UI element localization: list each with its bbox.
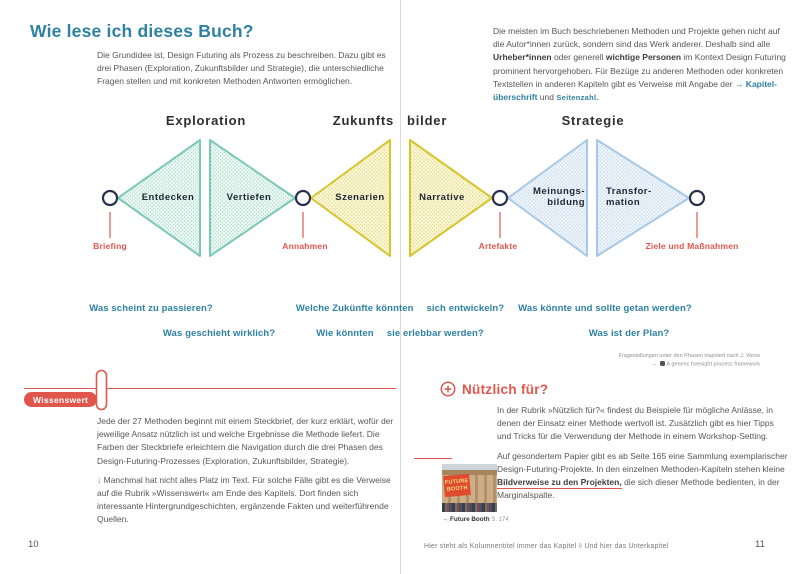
- phase-heading-bilder: bilder: [407, 113, 448, 128]
- credit-line-2: [530, 361, 760, 369]
- segment-label-narrative: Narrative: [419, 192, 465, 203]
- nuetzlich-paragraph-2-text1: Auf gesondertem Papier gibt es ab Seite 165 eine Sammlung exemplarischer Design-Futuring-Projekte. In den einzelnen Methoden-Kapiteln stehen kleine: [497, 450, 788, 474]
- future-booth-banner: [443, 474, 471, 497]
- segment-label-meinungsbildung: [485, 186, 585, 208]
- page-number-left: 10: [28, 539, 39, 550]
- question-exploration-2: Was geschieht wirklich?: [162, 328, 276, 339]
- segment-label-meinungs-line1: Meinungs-: [533, 186, 585, 197]
- page-gutter-line: [400, 0, 401, 574]
- phase-heading-zukunfts: Zukunfts: [332, 113, 394, 128]
- nuetzlich-paragraph-2: [497, 450, 790, 503]
- wissenswert-divider-line: [24, 388, 396, 389]
- wissenswert-paragraph: [97, 474, 395, 527]
- intro-paragraph-right: [493, 25, 789, 104]
- phase-heading-exploration: Exploration: [165, 113, 247, 128]
- phase-heading-strategie: Strategie: [561, 113, 625, 128]
- photo-building-frieze: [442, 470, 497, 475]
- segment-label-meinungs-line2: bildung: [547, 197, 585, 208]
- nuetzlich-heading-text: Nützlich für?: [462, 381, 549, 397]
- thumbnail-caption: [442, 516, 509, 523]
- caption-arrow: →: [442, 516, 449, 523]
- bildverweise-reference: Bildverweise zu den Projekten,: [497, 477, 622, 488]
- kapitel-reference-link: → Kapitel-überschrift: [493, 78, 777, 103]
- segment-label-transfor-line1: Transfor-: [606, 186, 652, 197]
- question-zukunftsbilder-2-right: sie erlebbar werden?: [386, 328, 484, 339]
- seitenzahl-reference: Seitenzahl.: [556, 93, 599, 103]
- intro-text-4: und: [537, 92, 557, 103]
- thumbnail-leader-line: [414, 458, 452, 459]
- nuetzlich-heading: [440, 381, 548, 397]
- node-circle-briefing: [103, 191, 117, 205]
- intro-text-2: oder generell: [551, 52, 606, 63]
- credit-line-1: Fragestellungen unter den Phasen inspiriert nach J. Voros: [618, 353, 760, 359]
- paperclip-icon: [95, 369, 108, 411]
- page-number-right: 11: [755, 539, 765, 550]
- intro-bold-personen: wichtige Personen: [605, 52, 682, 63]
- question-exploration-1: Was scheint zu passieren?: [89, 303, 213, 314]
- credit-arrow: →: [651, 361, 657, 367]
- down-arrow-icon: ↓: [97, 474, 102, 485]
- nuetzlich-paragraph-1: In der Rubrik »Nützlich für?« findest du Beispiele für mögliche Anlässe, in denen der Einsatz einer Methode wertvoll ist. Zusätzlich gibt es hier Tipps und Tricks für die Verwendung der Methode in einem Workshop-Setting.: [497, 405, 774, 442]
- segment-label-vertiefen: Vertiefen: [226, 192, 272, 203]
- question-strategie-1: Was könnte und sollte getan werden?: [518, 303, 692, 314]
- diagram-credit: [530, 353, 760, 369]
- question-zukunftsbilder-1-left: Welche Zukünfte könnten: [295, 303, 414, 314]
- plus-circle-icon: [440, 381, 456, 397]
- banner-line-1: FUTURE: [444, 478, 469, 487]
- credit-source-title: A generic foresight process framework: [666, 361, 760, 367]
- milestone-label-ziele: Ziele und Maßnahmen: [645, 241, 739, 251]
- wissenswert-paragraph-text: Manchmal hat nicht alles Platz im Text. Für solche Fälle gibt es die Verweise auf die Rubrik »Wissenswert« am Ende des Kapitels. Dort finden sich interessante Hintergrundgeschichten, ergänzende Fakten und weiterführende Quellen.: [97, 474, 391, 525]
- milestone-label-artefakte: Artefakte: [478, 241, 518, 251]
- segment-label-szenarien: Szenarien: [335, 192, 385, 203]
- intro-text-1: Die meisten im Buch beschriebenen Methoden und Projekte gehen nicht auf die Autor*innen zurück, sondern sind das Werk anderer. Deshalb sind alle: [493, 26, 780, 50]
- photo-crowd: [442, 503, 497, 512]
- right-bottom-paragraphs: [497, 404, 790, 502]
- segment-label-transfor-line2: mation: [606, 197, 641, 208]
- question-zukunftsbilder-1-right: sich entwickeln?: [426, 303, 505, 314]
- caption-page-ref: S. 174: [491, 517, 509, 523]
- source-link-icon: [660, 361, 665, 366]
- question-strategie-2: Was ist der Plan?: [588, 328, 670, 339]
- intro-paragraph-left: Die Grundidee ist, Design Futuring als Prozess zu beschreiben. Dazu gibt es drei Phasen (Exploration, Zukunftsbilder und Strategie), die unterschiedliche Fragen stellen und mit konkreten Methoden Antworten ermöglichen.: [97, 50, 386, 87]
- left-bottom-paragraphs: [97, 415, 395, 527]
- future-booth-photo: [442, 464, 497, 512]
- steckbrief-paragraph: Jede der 27 Methoden beginnt mit einem Steckbrief, der kurz erklärt, wofür der jeweilige Ansatz nützlich ist und welche Ergebnisse die Methode liefert. Die Farben der Steckbriefe erleichtern die Navigation durch die drei Phasen des Design-Futuring-Prozesses (Exploration, Zukunftsbilder, Strategie).: [97, 416, 394, 466]
- nuetzlich-paragraph-2-text2: die sich dieser Methode bedienten, in der Marginalspalte.: [497, 477, 780, 501]
- wissenswert-badge: Wissenswert: [24, 392, 97, 407]
- caption-title: Future Booth: [450, 516, 490, 523]
- banner-line-2: BOOTH: [446, 484, 468, 493]
- page-title: Wie lese ich dieses Buch?: [30, 21, 254, 41]
- milestone-label-annahmen: Annahmen: [282, 241, 328, 251]
- question-zukunftsbilder-2: [250, 328, 550, 339]
- intro-text-3: im Kontext Design Futuring prominent hervorgehoben. Für Bezüge zu anderen Methoden oder konkreten Textstellen in anderen Kapiteln gibt es Verweise mit Angabe der: [493, 52, 786, 89]
- intro-bold-urheber: Urheber*innen: [493, 52, 552, 63]
- question-zukunftsbilder-2-left: Wie könnten: [316, 328, 374, 339]
- milestone-label-briefing: Briefing: [93, 241, 127, 251]
- running-footer: Hier steht als Kolumnentitel immer das Kapitel ◊ Und hier das Unterkapitel: [424, 543, 669, 550]
- segment-label-entdecken: Entdecken: [141, 192, 195, 203]
- segment-label-transformation: [606, 186, 706, 208]
